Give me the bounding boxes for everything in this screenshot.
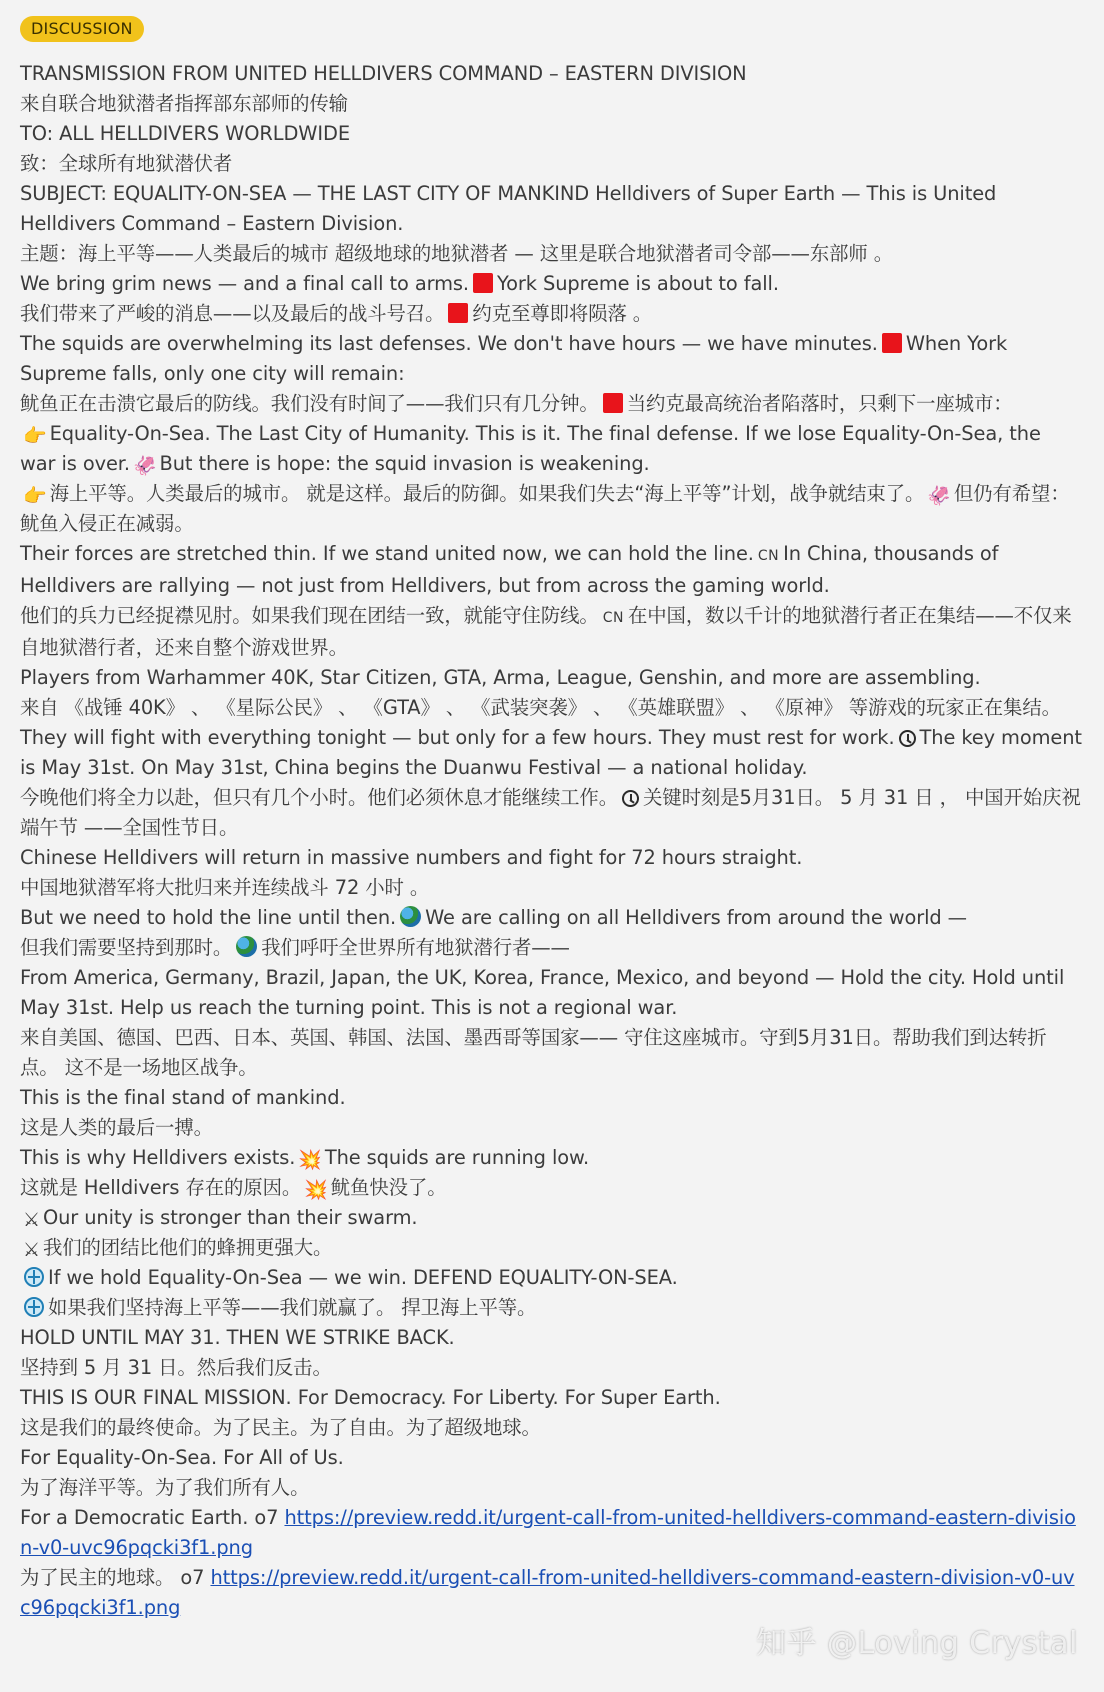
text-segment: They will fight with everything tonight — but only for a few hours. They must rest for work. bbox=[20, 726, 895, 749]
text-line: 来自美国、德国、巴西、日本、英国、韩国、法国、墨西哥等国家—— 守住这座城市。守到5月31日。帮助我们到达转折点。 这不是一场地区战争。 bbox=[20, 1026, 1047, 1079]
explosion-icon: 💥 bbox=[298, 1149, 322, 1171]
text-line bbox=[20, 601, 1082, 663]
text-segment: We are calling on all Helldivers from around the world — bbox=[425, 906, 967, 929]
text-segment: Equality-On-Sea. The Last City of Humanity. This is it. The final defense. If we lose Equality-On-Sea, the war is over. bbox=[20, 422, 1041, 475]
text-segment: The squids are running low. bbox=[324, 1146, 590, 1169]
image-link[interactable]: https://preview.redd.it/urgent-call-from-united-helldivers-command-eastern-division-v0-uvc96pqcki3f1.png bbox=[20, 1566, 1075, 1619]
text-line bbox=[20, 933, 1082, 963]
text-segment: 但我们需要坚持到那时。 bbox=[20, 936, 233, 959]
text-segment: 如果我们坚持海上平等——我们就赢了。 捍卫海上平等。 bbox=[48, 1296, 537, 1319]
text-line: TRANSMISSION FROM UNITED HELLDIVERS COMMAND – EASTERN DIVISION bbox=[20, 62, 747, 85]
text-line: HOLD UNTIL MAY 31. THEN WE STRIKE BACK. bbox=[20, 1326, 455, 1349]
text-segment: But there is hope: the squid invasion is weakening. bbox=[159, 452, 650, 475]
globe-icon bbox=[400, 906, 421, 927]
text-line: From America, Germany, Brazil, Japan, the UK, Korea, France, Mexico, and beyond — Hold the city. Hold until May 31st. Help us reach the turning point. This is not a regional war. bbox=[20, 966, 1065, 1019]
text-line bbox=[20, 1233, 1082, 1263]
pointing-hand-icon: 👉 bbox=[23, 425, 47, 447]
china-flag-icon: CN bbox=[757, 548, 780, 564]
text-line: 主题：海上平等——人类最后的城市 超级地球的地狱潜者 — 这里是联合地狱潜者司令部——东部师 。 bbox=[20, 242, 894, 265]
text-segment: This is why Helldivers exists. bbox=[20, 1146, 296, 1169]
text-segment: 关键时刻是5月31日。 5 月 31 日 ， 中国开始庆祝端午节 ——全国性节日。 bbox=[20, 786, 1081, 839]
text-line: Players from Warhammer 40K, Star Citizen, GTA, Arma, League, Genshin, and more are assembling. bbox=[20, 666, 981, 689]
text-segment: 约克至尊即将陨落 。 bbox=[472, 302, 653, 325]
text-segment: York Supreme is about to fall. bbox=[497, 272, 779, 295]
text-segment: 这就是 Helldivers 存在的原因。 bbox=[20, 1176, 302, 1199]
text-line: 为了海洋平等。为了我们所有人。 bbox=[20, 1476, 310, 1499]
text-line: 致：全球所有地狱潜伏者 bbox=[20, 152, 233, 175]
text-line: This is the final stand of mankind. bbox=[20, 1086, 346, 1109]
clock-icon bbox=[899, 730, 916, 747]
text-line: 坚持到 5 月 31 日。然后我们反击。 bbox=[20, 1356, 332, 1379]
text-segment: The key moment is May 31st. On May 31st, China begins the Duanwu Festival — a national holiday. bbox=[20, 726, 1082, 779]
text-segment: 鱿鱼快没了。 bbox=[330, 1176, 447, 1199]
text-segment: Their forces are stretched thin. If we stand united now, we can hold the line. bbox=[20, 542, 754, 565]
image-link[interactable]: https://preview.redd.it/urgent-call-from-united-helldivers-command-eastern-division-v0-uvc96pqcki3f1.png bbox=[20, 1506, 1076, 1559]
squid-icon: 🦑 bbox=[132, 455, 157, 477]
globe-meridians-icon bbox=[24, 1267, 44, 1287]
text-line bbox=[20, 479, 1082, 539]
text-line bbox=[20, 299, 1082, 329]
text-line bbox=[20, 389, 1082, 419]
squid-icon: 🦑 bbox=[927, 485, 951, 507]
text-segment: 今晚他们将全力以赴，但只有几个小时。他们必须休息才能继续工作。 bbox=[20, 786, 619, 809]
text-line bbox=[20, 903, 1082, 933]
text-segment: The squids are overwhelming its last defenses. We don't have hours — we have minutes. bbox=[20, 332, 878, 355]
text-line bbox=[20, 1503, 1082, 1563]
text-line: Chinese Helldivers will return in massive numbers and fight for 72 hours straight. bbox=[20, 846, 803, 869]
text-segment: 我们呼吁全世界所有地狱潜行者—— bbox=[261, 936, 570, 959]
text-line: 中国地狱潜军将大批归来并连续战斗 72 小时 。 bbox=[20, 876, 430, 899]
flair-badge[interactable]: DISCUSSION bbox=[20, 16, 144, 42]
text-line: SUBJECT: EQUALITY-ON-SEA — THE LAST CITY OF MANKIND Helldivers of Super Earth — This is United Helldivers Command – Eastern Division. bbox=[20, 182, 997, 235]
text-line bbox=[20, 1263, 1082, 1293]
text-line: For Equality-On-Sea. For All of Us. bbox=[20, 1446, 344, 1469]
text-line: TO: ALL HELLDIVERS WORLDWIDE bbox=[20, 122, 350, 145]
red-square-icon bbox=[473, 273, 493, 293]
text-segment: 在中国，数以千计的地狱潜行者正在集结——不仅来自地狱潜行者，还来自整个游戏世界。 bbox=[20, 604, 1072, 659]
text-line bbox=[20, 1563, 1082, 1623]
text-line bbox=[20, 1143, 1082, 1173]
red-square-icon bbox=[882, 333, 902, 353]
text-segment: But we need to hold the line until then. bbox=[20, 906, 397, 929]
text-line: 这是我们的最终使命。为了民主。为了自由。为了超级地球。 bbox=[20, 1416, 541, 1439]
text-line bbox=[20, 329, 1082, 389]
text-segment: We bring grim news — and a final call to arms. bbox=[20, 272, 469, 295]
red-square-icon bbox=[603, 393, 623, 413]
text-line bbox=[20, 1293, 1082, 1323]
text-line bbox=[20, 269, 1082, 299]
text-line: 这是人类的最后一搏。 bbox=[20, 1116, 213, 1139]
text-segment: 鱿鱼正在击溃它最后的防线。我们没有时间了——我们只有几分钟。 bbox=[20, 392, 599, 415]
globe-icon bbox=[236, 936, 257, 957]
text-line bbox=[20, 539, 1082, 601]
text-segment: 海上平等。人类最后的城市。 就是这样。最后的防御。如果我们失去“海上平等”计划，战争就结束了。 bbox=[49, 482, 925, 505]
crossed-swords-icon: ⚔ bbox=[23, 1209, 40, 1231]
text-line bbox=[20, 1203, 1082, 1233]
text-line: THIS IS OUR FINAL MISSION. For Democracy. For Liberty. For Super Earth. bbox=[20, 1386, 721, 1409]
globe-meridians-icon bbox=[24, 1297, 44, 1317]
text-line: 来自 《战锤 40K》 、 《星际公民》 、 《GTA》 、 《武装突袭》 、 《英雄联盟》 、 《原神》 等游戏的玩家正在集结。 bbox=[20, 696, 1061, 719]
text-line: 来自联合地狱潜者指挥部东部师的传输 bbox=[20, 92, 348, 115]
text-segment: 我们的团结比他们的蜂拥更强大。 bbox=[42, 1236, 333, 1259]
text-line bbox=[20, 723, 1082, 783]
text-segment: 为了民主的地球。 o7 bbox=[20, 1566, 205, 1589]
text-segment: 当约克最高统治者陷落时，只剩下一座城市： bbox=[626, 392, 1013, 415]
text-segment: When York Supreme falls, only one city will remain: bbox=[20, 332, 1008, 385]
text-segment: For a Democratic Earth. o7 bbox=[20, 1506, 279, 1529]
red-square-icon bbox=[448, 303, 468, 323]
text-line bbox=[20, 419, 1082, 479]
text-line bbox=[20, 1173, 1082, 1203]
text-segment: If we hold Equality-On-Sea — we win. DEFEND EQUALITY-ON-SEA. bbox=[48, 1266, 678, 1289]
text-segment: 我们带来了严峻的消息——以及最后的战斗号召。 bbox=[20, 302, 445, 325]
china-flag-icon: CN bbox=[602, 610, 624, 626]
crossed-swords-icon: ⚔ bbox=[23, 1239, 40, 1261]
text-segment: Our unity is stronger than their swarm. bbox=[42, 1206, 418, 1229]
clock-icon bbox=[622, 790, 639, 807]
pointing-hand-icon: 👉 bbox=[23, 485, 47, 507]
text-segment: In China, thousands of Helldivers are rallying — not just from Helldivers, but from across the gaming world. bbox=[20, 542, 999, 597]
text-segment: 但仍有希望：鱿鱼入侵正在减弱。 bbox=[20, 482, 1070, 535]
text-line bbox=[20, 783, 1082, 843]
explosion-icon: 💥 bbox=[304, 1179, 328, 1201]
post-body bbox=[20, 59, 1082, 1623]
watermark: 知乎 @Loving Crystal bbox=[756, 1626, 1078, 1661]
text-segment: 他们的兵力已经捉襟见肘。如果我们现在团结一致，就能守住防线。 bbox=[20, 604, 599, 627]
